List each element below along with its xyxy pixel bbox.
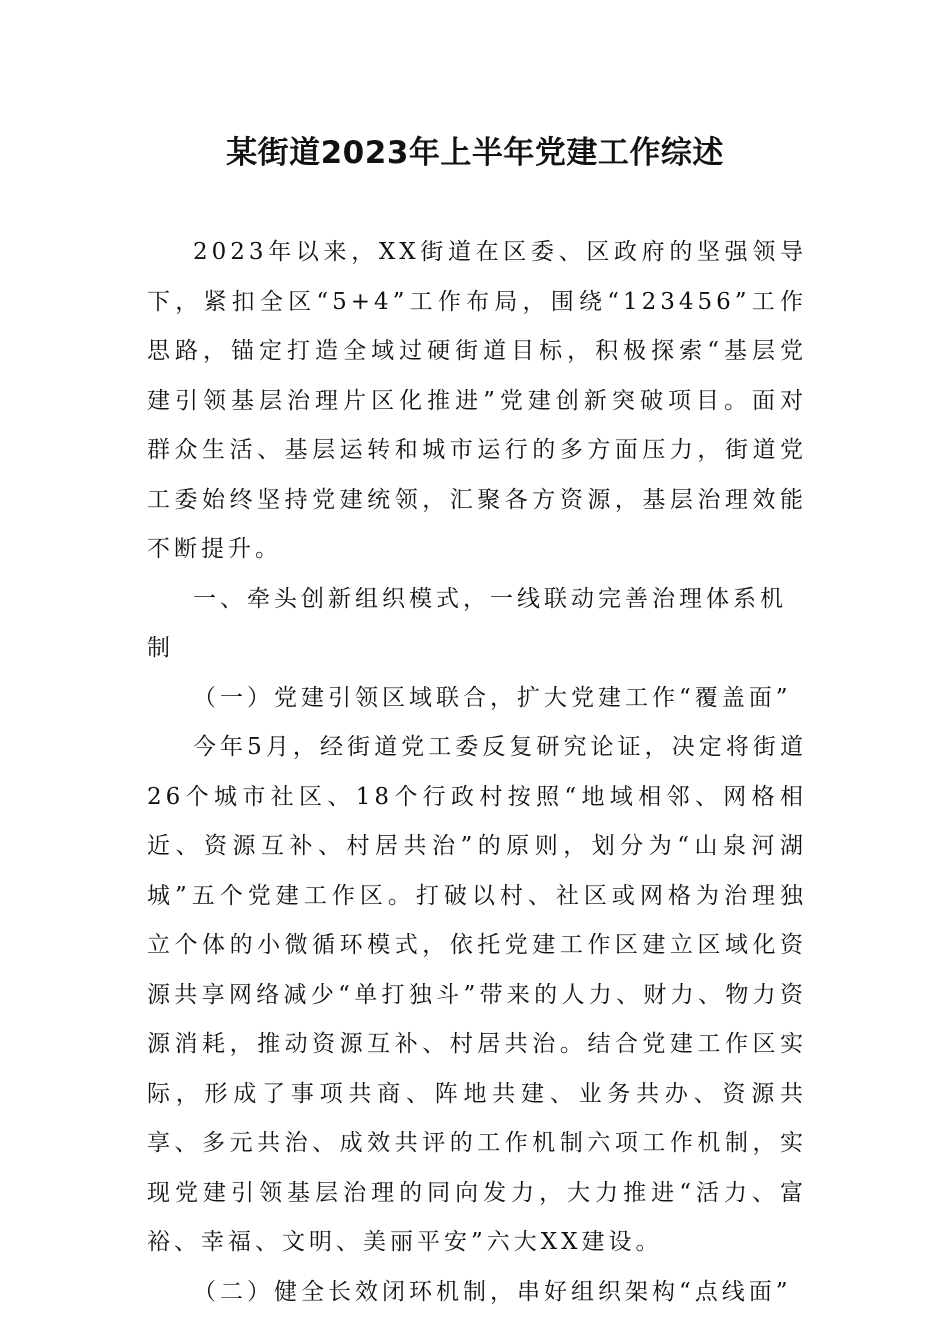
- subsection-heading-1: （一）党建引领区域联合，扩大党建工作“覆盖面”: [193, 684, 792, 711]
- document-title: 某街道2023年上半年党建工作综述: [226, 135, 724, 171]
- intro-paragraph: 2023年以来，XX街道在区委、区政府的坚强领导下，紧扣全区“5+4”工作布局，围绕“123456”工作思路，锚定打造全域过硬街道目标，积极探索“基层党建引领基层治理片区化推进”党建创新突破项目。面对群众生活、基层运转和城市运行的多方面压力，街道党工委始终坚持党建统领，汇聚各方资源，基层治理效能不断提升。: [147, 239, 807, 562]
- document-body: [147, 228, 807, 1317]
- subsection-heading-2: （二）健全长效闭环机制，串好组织架构“点线面”: [193, 1278, 792, 1305]
- subsection-1-paragraph: 今年5月，经街道党工委反复研究论证，决定将街道26个城市社区、18个行政村按照“地域相邻、网格相近、资源互补、村居共治”的原则，划分为“山泉河湖城”五个党建工作区。打破以村、社区或网格为治理独立个体的小微循环模式，依托党建工作区建立区域化资源共享网络减少“单打独斗”带来的人力、财力、物力资源消耗，推动资源互补、村居共治。结合党建工作区实际，形成了事项共商、阵地共建、业务共办、资源共享、多元共治、成效共评的工作机制六项工作机制，实现党建引领基层治理的同向发力，大力推进“活力、富裕、幸福、文明、美丽平安”六大XX建设。: [147, 734, 807, 1255]
- section-heading-1: 一、牵头创新组织模式，一线联动完善治理体系机制: [147, 585, 787, 661]
